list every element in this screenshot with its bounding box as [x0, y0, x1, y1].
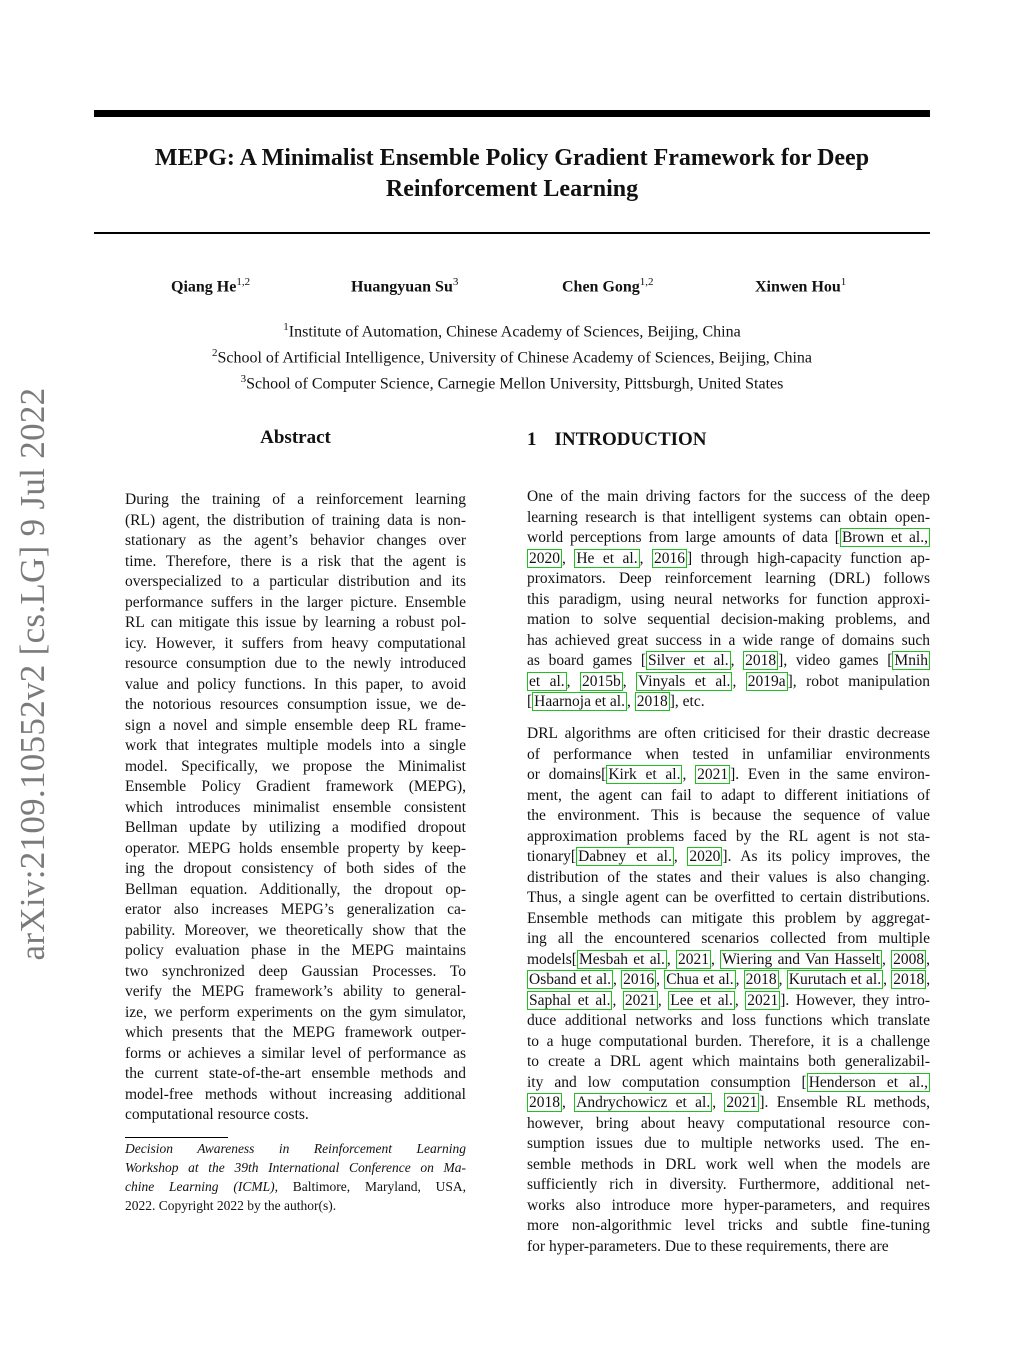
text-line: stationary as the agent’s behavior changes over [125, 532, 466, 549]
citation-link[interactable]: Lee et al. [670, 991, 733, 1009]
citation-link[interactable]: Mesbah et al. [578, 950, 665, 968]
citation-link[interactable]: 2020 [689, 848, 721, 865]
text-line: Thus, a single agent can be overfitted to certain distributions. [527, 889, 930, 906]
text-line: works also introduce more hyper-parameters, and requires [527, 1196, 930, 1214]
text-line: Saphal et al. , 2021 , Lee et al. , 2021 ]. However, they intro- [529, 991, 931, 1009]
citation-link[interactable]: et al. [529, 672, 565, 690]
citation-link[interactable]: 2018 [636, 693, 668, 710]
citation-link[interactable]: Henderson et al., [808, 1073, 928, 1091]
citation-link[interactable]: Chua et al. [666, 971, 734, 988]
citation-link[interactable]: 2018 [529, 1094, 560, 1111]
author-2: Huangyuan Su$^3$ [351, 276, 459, 296]
citation-link[interactable]: Kirk et al. [608, 766, 681, 783]
text-line: icy. However, it suffers from heavy computational [125, 634, 466, 652]
text-line: 2020 , He et al. , 2016 ] through high-capacity function ap- [529, 549, 930, 567]
text-line: et al. , 2015b , Vinyals et al. , 2019a ], robot manipulation [529, 672, 931, 690]
abstract-heading: Abstract [260, 427, 331, 448]
text-line: value and policy functions. In this paper, to avoid [125, 675, 466, 693]
citation-link[interactable]: Andrychowicz et al. [576, 1094, 711, 1111]
citation-link[interactable]: 2019a [747, 672, 786, 690]
text-line: work that integrates multiple models into a single [125, 737, 466, 754]
citation-link[interactable]: 2018 [745, 971, 777, 988]
text-line: 2018 , Andrychowicz et al. , 2021 ]. Ensemble RL methods, [529, 1094, 931, 1111]
text-line: ment, the agent can fail to adapt to different initiations of [527, 786, 930, 804]
text-line: sumption issues due to multiple networks used. The en- [527, 1135, 930, 1152]
text-line: Ensemble methods can mitigate this problem by aggregat- [527, 909, 930, 927]
affiliations [94, 317, 930, 394]
citation-link[interactable]: 2021 [726, 1094, 758, 1111]
citation-link[interactable]: 2021 [677, 950, 709, 968]
text-line: as board games [ Silver et al. , 2018 ], video games [ Mnih [527, 652, 928, 669]
text-line: sign a novel and simple ensemble deep RL frame- [125, 716, 466, 734]
text-line: to create a DRL agent which maintains both generalizabil- [527, 1053, 930, 1070]
text-line: mation to solve sequential decision-making problems, and [527, 611, 930, 628]
footnote [125, 1139, 466, 1215]
section-heading: 1 INTRODUCTION [527, 429, 707, 450]
arxiv-identifier: arXiv:2109.10552v2 [cs.LG] 9 Jul 2022 [13, 387, 52, 961]
text-line: for hyper-parameters. Due to these requirements, there are [527, 1237, 889, 1255]
affiliation-2: $^2$School of Artificial Intelligence, University of Chinese Academy of Sciences, Beijing, China [211, 346, 813, 367]
citation-link[interactable]: Kurutach et al. [788, 971, 882, 988]
text-line: two synchronized deep Gaussian Processes. To [125, 962, 466, 980]
text-line: Bellman equation. Additionally, the dropout op- [125, 880, 466, 898]
citation-link[interactable]: Dabney et al. [578, 848, 672, 865]
text-line: performance suffers in the larger picture. Ensemble [125, 593, 466, 611]
citation-link[interactable]: 2008 [893, 950, 925, 968]
text-line: semble methods in DRL work well when the models are [527, 1155, 930, 1173]
text-line: RL can mitigate this issue by learning a robust pol- [125, 614, 466, 631]
text-line: computational resource costs. [125, 1106, 309, 1123]
text-line: approximation problems faced by the RL agent is not sta- [527, 827, 930, 845]
title-bottom-rule [94, 232, 930, 234]
text-line: ing the dropout consistency of both sides of the [125, 860, 466, 877]
text-line: this paradigm, using neural networks for function approxi- [527, 590, 930, 608]
text-line: ity and low computation consumption [ Henderson et al., [527, 1073, 928, 1091]
text-line: model-free methods without increasing additional [125, 1085, 466, 1103]
citation-link[interactable]: 2020 [529, 549, 560, 567]
text-line: DRL algorithms are often criticised for their drastic decrease [527, 725, 930, 742]
citation-link[interactable]: 2015b [581, 672, 621, 690]
abstract-body [125, 490, 466, 1126]
affiliation-3: $^3$School of Computer Science, Carnegie Mellon University, Pittsburgh, United States [240, 372, 784, 392]
text-line: time. Therefore, there is a risk that the agent is [125, 552, 466, 570]
text-line: policy evaluation phase in the MEPG maintains [125, 942, 466, 959]
text-line: resource consumption due to the newly introduced [125, 655, 466, 672]
footnote-line: Decision Awareness in Reinforcement Learning [125, 1141, 466, 1156]
text-line: overspecialized to a particular distribution and its [125, 573, 466, 590]
text-line: world perceptions from large amounts of data [ Brown et al., [527, 529, 928, 546]
text-line: the current state-of-the-art ensemble methods and [125, 1065, 466, 1082]
text-line: learning research is that intelligent systems can obtain open- [527, 508, 930, 526]
citation-link[interactable]: Brown et al., [841, 529, 928, 546]
footnote-line: Workshop at the 39th International Conference on Ma- [125, 1160, 466, 1175]
text-line: has achieved great success in a wide range of domains such [527, 631, 930, 649]
citation-link[interactable]: Wiering and Van Hasselt [722, 950, 880, 968]
citation-link[interactable]: Haarnoja et al. [534, 693, 625, 710]
intro-paragraph-1 [527, 487, 930, 713]
text-line: models[ Mesbah et al. , 2021 , Wiering and Van Hasselt , 2008 , [527, 950, 931, 968]
intro-paragraph-2 [527, 724, 930, 1257]
author-4: Xinwen Hou$^1$ [755, 276, 847, 296]
text-line: erator also increases MEPG’s generalization ca- [125, 901, 466, 918]
text-line: the environment. This is because the sequence of value [527, 807, 930, 824]
text-line: During the training of a reinforcement learning [125, 491, 466, 508]
text-line: Ensemble Policy Gradient framework (MEPG), [125, 778, 466, 795]
text-line: ize, we perform experiments on the gym simulator, [125, 1003, 466, 1021]
citation-link[interactable]: Mnih [894, 652, 928, 669]
text-line: the notorious resources consumption issue, we de- [125, 696, 466, 713]
text-line: model. Specifically, we propose the Minimalist [125, 757, 466, 775]
text-line: verify the MEPG framework’s ability to general- [125, 983, 466, 1000]
text-line: distribution of the states and their values is also changing. [527, 868, 930, 886]
title-top-rule [94, 110, 930, 117]
author-1: Qiang He$^{1,2}$ [171, 276, 251, 296]
citation-link[interactable]: Vinyals et al. [638, 672, 731, 690]
footnote-line: 2022. Copyright 2022 by the author(s). [125, 1198, 337, 1213]
text-line: forms or achieves a similar level of performance as [125, 1044, 466, 1062]
author-3: Chen Gong$^{1,2}$ [562, 276, 654, 296]
text-line: pability. Moreover, we theoretically show that the [125, 921, 466, 939]
citation-link[interactable]: He et al. [576, 549, 638, 567]
text-line: (RL) agent, the distribution of training data is non- [125, 511, 466, 529]
paper-title: MEPG: A Minimalist Ensemble Policy Gradient Framework for Deep Reinforcement Learning [154, 145, 870, 202]
citation-link[interactable]: Osband et al. [529, 971, 612, 988]
citation-link[interactable]: Silver et al. [647, 652, 729, 669]
text-line: [ Haarnoja et al. , 2018 ], etc. [527, 693, 705, 710]
citation-link[interactable]: 2021 [697, 766, 729, 783]
text-line: which presents that the MEPG framework outper- [125, 1024, 466, 1041]
text-line: Bellman update by utilizing a modified dropout [125, 819, 466, 836]
citation-link[interactable]: 2021 [747, 991, 779, 1009]
text-line: however, bring about heavy computational resource con- [527, 1114, 930, 1132]
citation-link[interactable]: 2021 [624, 991, 656, 1009]
text-line: One of the main driving factors for the success of the deep [527, 488, 930, 505]
citation-link[interactable]: 2016 [623, 971, 655, 988]
text-line: which introduces minimalist ensemble consistent [125, 798, 466, 816]
citation-link[interactable]: 2016 [653, 549, 685, 567]
affiliation-1: $^1$Institute of Automation, Chinese Academy of Sciences, Beijing, China [283, 321, 741, 341]
text-line: duce additional networks and loss functions which translate [527, 1012, 930, 1029]
citation-link[interactable]: 2018 [745, 652, 777, 669]
text-line: or domains[ Kirk et al. , 2021 ]. Even in the same environ- [527, 766, 930, 783]
footnote-line: chine Learning (ICML), Baltimore, Maryland, USA, [125, 1179, 467, 1194]
citation-link[interactable]: 2018 [893, 971, 925, 988]
text-line: Osband et al. , 2016 , Chua et al. , 2018 , Kurutach et al. , 2018 , [529, 971, 931, 988]
text-line: of performance when tested in unfamiliar environments [527, 745, 930, 763]
footnote-rule [125, 1137, 228, 1138]
text-line: tionary[ Dabney et al. , 2020 ]. As its policy improves, the [527, 848, 931, 865]
text-line: ing all the encountered scenarios collected from multiple [527, 930, 930, 947]
text-line: proximators. Deep reinforcement learning (DRL) follows [527, 570, 930, 587]
text-line: operator. MEPG holds ensemble property by keep- [125, 839, 466, 857]
text-line: more non-algorithmic level tricks and subtle fine-tuning [527, 1217, 930, 1234]
text-line: sufficiently rich in diversity. Furthermore, additional net- [527, 1176, 930, 1193]
text-line: to a huge computational burden. Therefore, it is a challenge [527, 1032, 930, 1050]
citation-link[interactable]: Saphal et al. [529, 991, 611, 1009]
